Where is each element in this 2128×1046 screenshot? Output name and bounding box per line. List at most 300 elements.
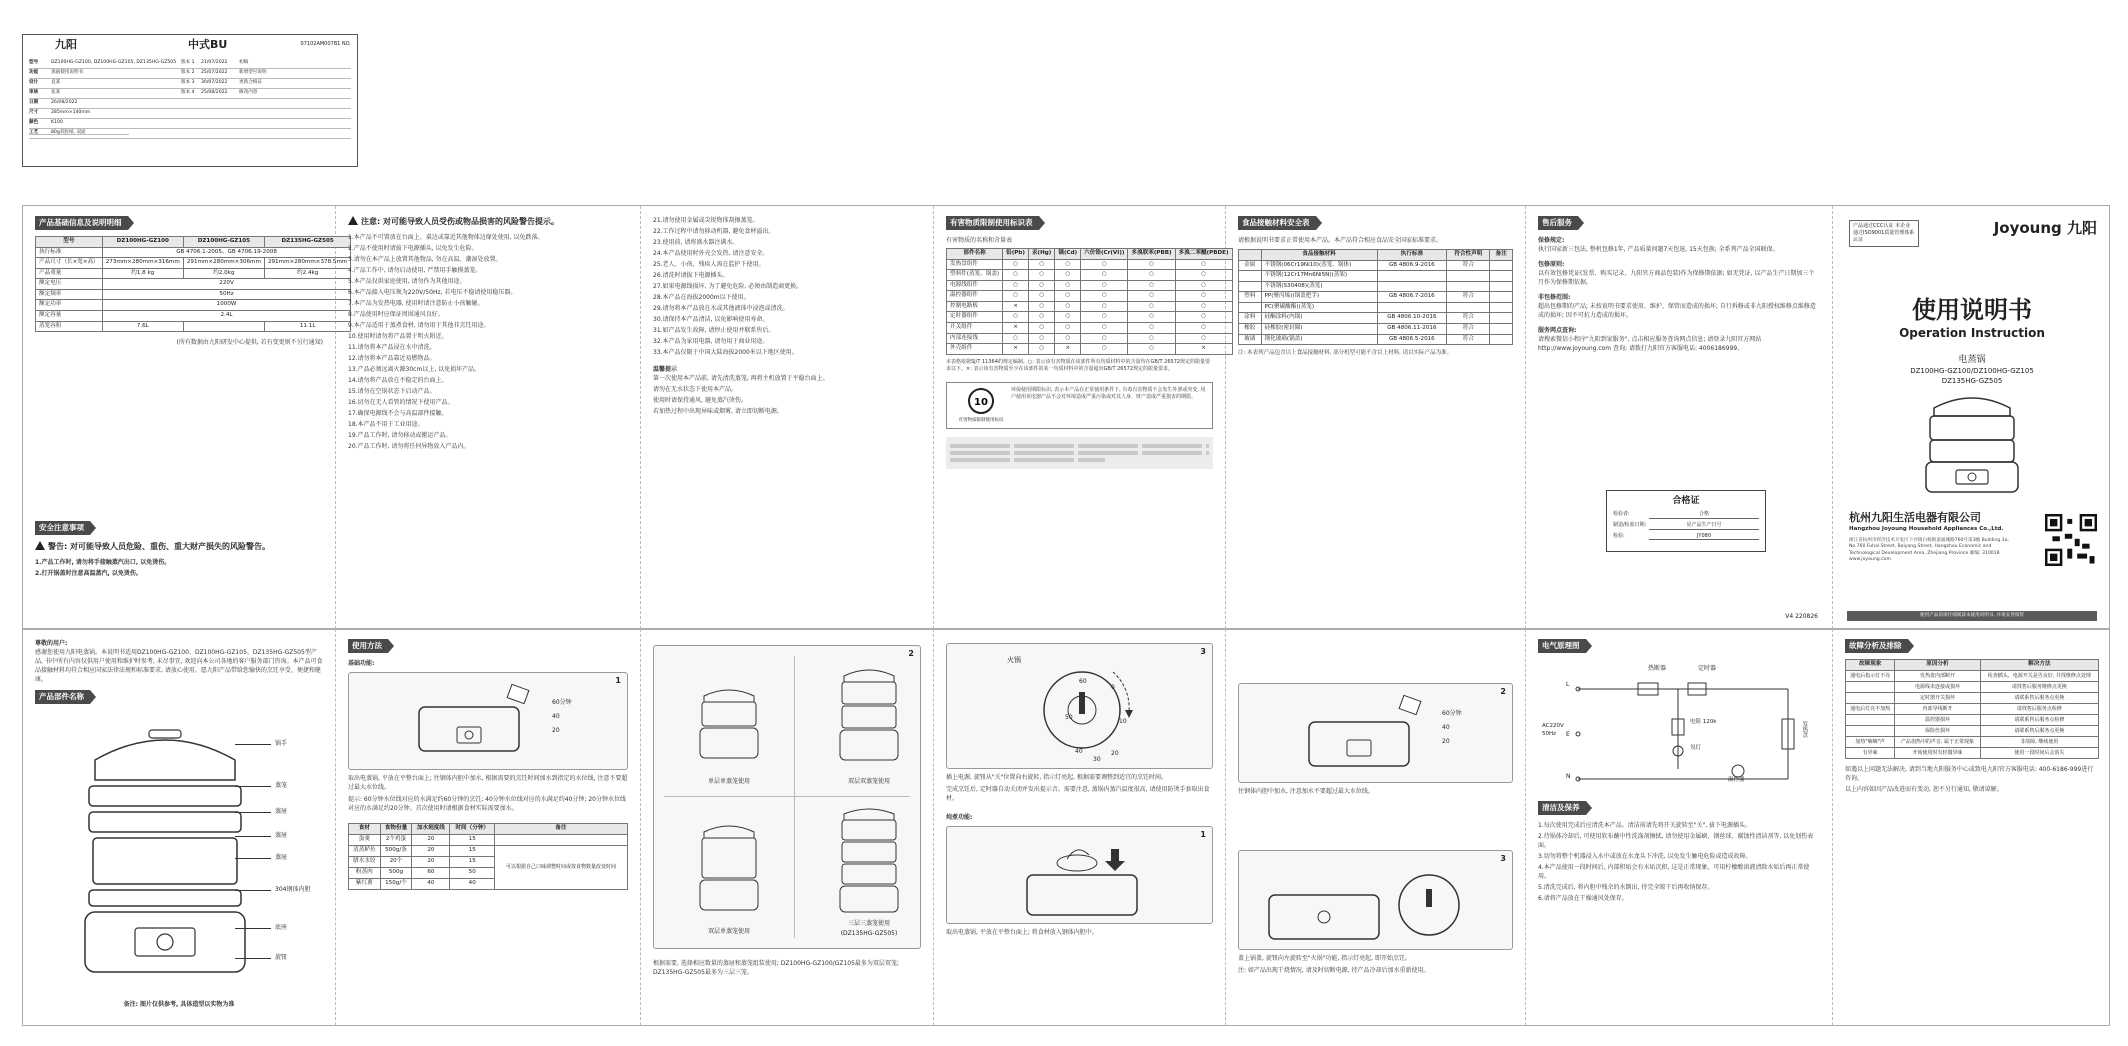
info-cell-k: 设计 [29,80,39,86]
spec-cell: 额定功率 [36,300,103,311]
table-row [36,258,351,269]
leader-line [235,858,271,859]
table-row [1239,313,1513,324]
hazard-cell: × [1003,301,1029,312]
service-item-heading: 非包修范围: [1538,294,1571,302]
service-item-heading: 服务网点查询: [1538,327,1577,335]
service-panel [1526,206,1833,629]
usage-cell: 15 [450,846,495,857]
circuit-svg [1538,659,1818,789]
env-logo-wrap [951,387,1011,425]
service-item [1538,293,1820,320]
care-list [1538,821,1820,903]
usage-cell: 20 [412,857,450,868]
info-cell-v: 80g双胶纸, 双面 [51,130,86,136]
food-header: 符合性声明 [1447,250,1490,261]
trouble-cell [1846,726,1895,737]
elec-title: 电气原理图 [1538,639,1586,653]
usage-cell: 紫红薯 [349,879,381,890]
info-cell-v: 张某 [51,90,61,96]
safety-title: 安全注意事项 [35,521,90,535]
hazard-cell: 开关组件 [947,322,1003,333]
usage-header: 时间（分钟） [450,824,495,835]
hazard-cell: × [1003,344,1029,355]
double-single-illustration [694,816,764,916]
food-cell [1490,292,1513,303]
knob-tick: 30 [1093,756,1101,763]
water-fill-illustration-2 [1289,696,1429,772]
hazard-cell: ○ [1003,270,1029,281]
hazard-cell: ○ [1175,291,1232,302]
stew-knob-illustration [1269,865,1469,945]
spec-cell: 291mm×280mm×306mm [183,258,264,269]
knob-tick: 40 [1075,748,1083,755]
product-name: 电蒸锅 [1958,355,1986,365]
trouble-header: 解决方法 [1980,660,2098,671]
leader-line [235,890,271,891]
hazard-cell: ○ [1055,333,1081,344]
hazard-header: 汞(Hg) [1028,249,1054,260]
note-item: 32.本产品为家用电器, 请勿用于商业用途。 [653,338,769,345]
hazard-cell: ○ [1028,322,1054,333]
stew-step3-figure [1238,850,1513,950]
note-item: 26.清洗时请拔下电源插头。 [653,272,729,279]
cert-box [1606,490,1766,552]
spec-cell: 额定容量 [36,310,103,321]
hazard-cell: ○ [1028,259,1054,270]
step-number: 1 [1200,830,1206,839]
hazard-cell: ○ [1081,291,1128,302]
label-E: E [1566,731,1570,739]
cert-note: 产品通过CCC认证 本企业通过ISO9001质量管理体系认证 [1849,220,1919,247]
table-row [1239,281,1513,292]
single-layer-illustration [694,666,764,766]
info-cell-k: 工艺 [29,130,39,136]
spec-title: 产品基础信息及说明明细 [35,216,128,230]
hazard-panel [934,206,1229,629]
service-item-heading: 包修原则: [1538,261,1565,269]
cert-value-3: JY080 [1649,533,1759,541]
trouble-cell [1846,682,1895,693]
water-mark-label: 20 [552,727,560,735]
usage-header: 加水刻度线 [412,824,450,835]
warning-icon [348,216,358,225]
hazard-cell: 发热盘组件 [947,259,1003,270]
note-item: 30.请保持本产品清洁, 以免影响使用寿命。 [653,316,769,323]
spec-cell: 50Hz [102,289,351,300]
stew-illustration [1017,839,1157,919]
table-row [1846,693,2099,704]
knob-tick: 0 [1111,684,1115,691]
info-cell-k: 尺寸 [29,110,39,116]
safety-warning [35,541,323,553]
step-number: 3 [1500,854,1506,863]
food-cell [1239,271,1262,282]
spec-cell: 约1.8 kg [102,268,183,279]
trouble-cell: 有异味 [1846,748,1895,759]
hazard-cell: ○ [1175,270,1232,281]
tip-item: 若加热过程中出现异味或烟雾, 请立即切断电源。 [653,408,783,415]
manual-title-cn: 使用说明书 [1912,296,2032,324]
usage-sub: 基础功能: [348,660,375,668]
hazard-cell: ○ [1175,333,1232,344]
table-row [947,333,1233,344]
hazard-subtitle: 有害物质的名称和含量表 [946,237,1013,245]
note-item: 4.产品工作中, 请勿启动使用, 严禁用手触摸蒸笼。 [348,266,482,274]
cert-label-2: 制造/检验日期: [1613,521,1647,528]
usage-header: 食材 [349,824,381,835]
usage-cell: 20个 [380,857,412,868]
env-label: 有害物质限制使用标识 [958,418,1004,424]
hazard-cell: ○ [1081,344,1128,355]
food-cell [1239,302,1262,313]
table-row [1239,271,1513,282]
signature-area [29,134,129,158]
hazard-header: 铅(Pb) [1003,249,1029,260]
spec-cell: 约2.0kg [183,268,264,279]
trouble-cell [1846,715,1895,726]
trouble-cell: 非故障, 继续使用 [1980,737,2098,748]
table-row [1846,682,2099,693]
usage-cell: 500g/条 [380,846,412,857]
trouble-cell: 请联系售后服务点更换 [1980,693,2098,704]
safety-item: 1.产品工作时, 请勿将手接触蒸汽出口, 以免烫伤。 [35,558,171,566]
note-item: 16.切勿在无人看管的情况下使用产品。 [348,398,454,406]
spec-cell: 产品重量 [36,268,103,279]
usage-cell: 清蒸鲈鱼 [349,846,381,857]
service-item [1538,236,1820,254]
usage-cell: 40 [412,879,450,890]
hazard-header: 镉(Cd) [1055,249,1081,260]
recycle-10-icon [967,387,995,415]
stew-text: 取出电蒸锅, 平放在平整台面上; 将食材放入钢体内胆中。 [946,929,1098,936]
label-thermostat: 温控器 [1728,777,1745,784]
hazard-cell: ○ [1003,291,1029,302]
hazard-cell: ○ [1055,270,1081,281]
top-strip [22,205,2110,630]
trouble-note: 以上内容如因产品改进而有变动, 恕不另行通知, 敬请谅解。 [1845,786,2003,794]
service-item-text: 以有效包修凭证(发票、购买记录、九阳官方商品包装)作为保修期依据; 如无凭证, 以产品生产日期加三个月作为保修期依据。 [1538,270,1815,287]
info-row [29,119,351,129]
usage-step1-figure [348,672,628,770]
food-cell [1377,281,1447,292]
info-cell-v: 袁某 [51,80,61,86]
table-row [36,310,351,321]
note-item: 27.如果电源线损坏, 为了避免危险, 必须由制造商更换。 [653,283,803,290]
leader-line [235,836,271,837]
hazard-cell: ○ [1175,312,1232,323]
spec-cell: 约2.4kg [264,268,350,279]
trouble-cell: 检查插头、电源开关是否良好, 并找维修点处理 [1980,671,2098,682]
caption-4b: (DZ135HG-GZ505) [840,930,898,937]
trouble-cell: 开始使用时有轻微异味 [1895,748,1980,759]
leader-line [235,958,271,959]
info-cell-d: 25/08/2022 [201,90,228,96]
hazard-cell: ○ [1055,291,1081,302]
info-row [29,99,351,109]
hazard-header: 六价铬(Cr(VI)) [1081,249,1128,260]
tips-title: 温馨提示 [653,366,678,373]
water-mark-label: 60分钟 [1442,710,1462,717]
water-marks-2 [1439,710,1462,752]
usage-cell: 20 [412,846,450,857]
knob-tick: 60 [1079,678,1087,685]
spec-cell: 额定频率 [36,289,103,300]
hazard-cell: ○ [1128,270,1175,281]
spec-cell [183,321,264,332]
cert-value-2: 见产品生产日号 [1649,522,1759,530]
food-cell: GB 4806.5-2016 [1377,334,1447,345]
table-row [36,268,351,279]
trouble-cell: 内部导线断开 [1895,704,1980,715]
spec-header: DZ135HG-GZ505 [264,237,350,248]
table-row [947,322,1233,333]
table-row [1846,748,2099,759]
divider-h [664,796,910,797]
note-item: 13.产品必须远离火源30cm以上, 以免损坏产品。 [348,365,481,373]
hazard-cell: ○ [1175,301,1232,312]
service-item-heading: 保修规定: [1538,237,1565,245]
water-mark-label: 40 [552,713,560,721]
trouble-cell: 电源线未连接或损坏 [1895,682,1980,693]
food-cell: 符合 [1447,260,1490,271]
table-row [1239,260,1513,271]
steamer-parts-illustration [75,720,255,990]
timer-text-2: 完成烹饪后, 定时器自动关闭并发出提示音。需要注意, 蒸锅内蒸汽温度很高, 请使用防烫手套取出食材。 [946,786,1210,802]
spec-cell: 额定电压 [36,279,103,290]
table-row [1846,726,2099,737]
trouble-title: 故障分析及排除 [1845,639,1908,653]
trouble-cell: 请联系售后服务点检修 [1980,715,2098,726]
model-list-2: DZ135HG-GZ505 [1941,377,2003,385]
trouble-panel [1833,629,2111,1025]
spec-cell: 11.1L [264,321,350,332]
table-row [1846,737,2099,748]
label-L: L [1566,681,1570,689]
trouble-cell: 产品加热中的声音, 属于正常现象 [1895,737,1980,748]
spec-cell: 291mm×280mm×378.5mm [264,258,350,269]
info-row [29,109,351,119]
trouble-cell: 请找售后服务维修点更换 [1980,682,2098,693]
note-item: 22.工作过程中请勿移动机器, 避免食材溢出。 [653,228,775,235]
info-cell-v: 285mm×140mm [51,110,91,116]
info-cell-n: 初稿 [239,60,249,66]
assembly-figure [653,645,921,949]
table-row [36,300,351,311]
spec-cell: 1000W [102,300,351,311]
hazard-cell: 外壳组件 [947,344,1003,355]
food-cell: GB 4806.7-2016 [1377,292,1447,303]
label-N: N [1566,773,1571,781]
care-item: 3.切勿将整个机器浸入水中或放在水龙头下冲洗, 以免发生触电危险或造成故障。 [1538,853,1752,861]
food-cell [1490,281,1513,292]
hazard-cell: ○ [1128,259,1175,270]
service-item-text: 超出包修期的产品; 未按说明书要求使用、维护、保管而造成的损坏; 自行拆修或非九阳授权维修点维修造成的损坏; 因不可抗力造成的损坏。 [1538,303,1816,320]
spec-cell: 产品尺寸（长×宽×高） [36,258,103,269]
hazard-header: 多溴二苯醚(PBDE) [1175,249,1232,260]
notes-title [348,216,628,228]
circuit-diagram [1538,659,1820,789]
hazard-cell: ○ [1128,322,1175,333]
food-cell: GB 4806.9-2016 [1377,260,1447,271]
info-cell-k2: 版本 3 [181,80,195,86]
note-item: 28.本产品在海拔2000m以下使用。 [653,294,750,301]
intro-body: 感谢您使用九阳电蒸锅。本说明书适用DZ100HG-GZ100、DZ100HG-GZ105、DZ135HG-GZ505型产品, 书中所有内容仅供用户使用和维护时参考, 未尽事宜, 欢迎向本公司各地的客户服务部门咨询。本产品可食品接触材料均符合相应国家法律法规和标准要求, 请放心使用。愿九阳产品带给您愉快的烹饪享受、便捷和健康。 [35,649,323,683]
note-item: 14.请勿将产品放在不稳定的台面上。 [348,376,448,384]
note-item: 24.本产品使用时外壳会发热, 请注意安全。 [653,250,769,257]
food-cell [1447,271,1490,282]
hazard-header: 多溴联苯(PBB) [1128,249,1175,260]
hazard-cell: ○ [1028,270,1054,281]
info-cell-k2: 版本 2 [181,70,195,76]
cert-value-1: 合格 [1649,511,1759,519]
hazard-cell: ○ [1028,333,1054,344]
table-row [947,280,1233,291]
table-row [36,279,351,290]
usage-cell [495,835,628,846]
info-cell-k: 日期 [29,100,39,106]
brand-label: 九阳 [55,38,77,51]
env-text: 环保使用期限标识, 表示本产品在正常使用条件下, 有毒有害物质不会发生外泄或突变, 用户使用该电器产品不会对环境造成严重污染或对其人身、财产造成严重损害的期限。 [1011,386,1206,401]
safety-item: 2.打开锅盖时注意高温蒸汽, 以免烫伤。 [35,569,142,577]
info-cell-k: 型号 [29,60,39,66]
table-row [947,259,1233,270]
stew-sub: 炖煮功能: [946,814,973,821]
hazard-cell: ○ [1028,344,1054,355]
hazard-note: 本表格依据SJ/T 11364的规定编制。○: 表示该有害物质在该部件所有均质材料中的含量均在GB/T 26572规定的限量要求以下。×: 表示该有害物质至少在该部件的某一均质材料中的含量超出GB/T 26572规定的限量要求。 [946,358,1211,373]
hazard-cell: ○ [1128,344,1175,355]
usage-text-2: 提示: 60分钟水位线对应的水满足约60分钟的烹饪; 40分钟水位线对应的水满足约40分钟; 20分钟水位线对应的水满足约20分钟。首次使用时请根据食材实际需要加水。 [348,796,626,813]
info-cell-v: 26/08/2022 [51,100,78,106]
trouble-cell [1846,693,1895,704]
trouble-cell: 使用一段时间后会消失 [1980,748,2098,759]
part-label: 蒸屉 [275,854,288,862]
food-cell: 塑料 [1239,292,1262,303]
hazard-cell: ○ [1003,333,1029,344]
cover-panel [1833,206,2111,629]
water-mark-label: 20 [1442,738,1450,746]
company-address: 浙江省杭州市经济技术开发区下沙镇白杨街道福城路760号第3幢 Building 3a, No.760 Fuhai Street, Baiyang Street, Hangzhou Economic and Technological Development Area, Zhejiang Province 邮编: 310018 www.joyoung.com [1849,538,2009,563]
info-cell-k: 功能 [29,70,39,76]
leader-line [235,744,271,745]
spec-header: DZ100HG-GZ105 [183,237,264,248]
timer-figure [946,643,1213,769]
doc-code: 07102AM007B1 NO. [300,41,351,47]
tip-item: 使用时请保持通风, 避免蒸汽烫伤。 [653,397,747,404]
food-intro: 请根据说明书要求正常使用本产品。本产品符合相应食品安全国家标准要求。 [1238,237,1443,245]
joyoung-logo: Joyoung 九阳 [1993,219,2097,237]
safety-items [35,558,323,578]
hazard-cell: × [1003,322,1029,333]
spec-cell: 7.6L [102,321,183,332]
usage-cell: 蛋羹 [349,835,381,846]
hazard-cell: 温控器组件 [947,291,1003,302]
food-cell [1490,260,1513,271]
food-cell: 玻璃 [1239,334,1262,345]
hazard-cell: ○ [1055,312,1081,323]
spec-cell: 220V [102,279,351,290]
usage-cell: 粉蒸肉 [349,868,381,879]
hazard-header: 部件名称 [947,249,1003,260]
hazard-cell: ○ [1081,280,1128,291]
trouble-cell: 请找售后服务点检修 [1980,704,2098,715]
hazard-cell: ○ [1055,259,1081,270]
spec-cell: 273mm×280mm×316mm [102,258,183,269]
food-table [1238,249,1513,345]
cert-label-3: 检验: [1613,532,1625,539]
spec-cell: 蒸笼容积 [36,321,103,332]
label-heater: 发热盘 [1801,721,1808,738]
table-row [1846,715,2099,726]
company-name: 杭州九阳生活电器有限公司 [1849,511,1981,524]
cert-title: 合格证 [1672,496,1700,506]
trouble-cell: 保险丝损坏 [1895,726,1980,737]
food-cell [1377,302,1447,313]
spec-header: 型号 [36,237,103,248]
note-item: 2.产品不使用时请拔下电源插头, 以免发生危险。 [348,244,478,252]
part-label: 304钢体内胆 [275,886,311,894]
stew-step2-figure [1238,683,1513,783]
water-mark-label: 60分钟 [552,699,572,707]
food-cell: 硅橡胶(密封圈) [1261,323,1377,334]
table-row [1239,334,1513,345]
triple-layer-illustration [834,802,904,916]
care-item: 5.清洗完成后, 将内胆中残余的水倒出, 待完全晾干后再收纳保存。 [1538,884,1714,892]
food-note: 注: 本表列产品包含以上食品接触材料, 部分机型可能不含以上材料, 请以实际产品为准。 [1238,350,1453,357]
trouble-cell: 请联系售后服务点更换 [1980,726,2098,737]
stew-panel [1226,629,1526,1025]
hazard-cell: ○ [1175,259,1232,270]
cert-label-1: 检验者: [1613,511,1630,518]
note-item: 20.产品工作时, 请勿将任何异物放入产品内。 [348,442,470,450]
table-row [349,835,628,846]
usage-table [348,823,628,890]
info-row [29,89,351,99]
spec-cell: 执行标准 [36,247,103,258]
food-cell [1447,302,1490,313]
hazard-cell: × [1175,344,1232,355]
info-cell-k: 颜色 [29,120,39,126]
usage-header: 备注 [495,824,628,835]
manual-title-en: Operation Instruction [1899,326,2045,340]
step-number: 2 [908,649,914,658]
food-header: 执行标准 [1377,250,1447,261]
caption-4: 三层三蒸笼使用 [847,920,890,927]
part-label: 蒸笼 [275,782,288,790]
hazard-cell: 电源线组件 [947,280,1003,291]
trouble-table [1845,659,2099,759]
usage-cell: 50 [450,868,495,879]
note-item: 7.本产品为发热电器, 使用时请注意防止小孩触碰。 [348,299,484,307]
hazard-cell: ○ [1175,322,1232,333]
hazard-cell: ○ [1028,312,1054,323]
food-cell: GB 4806.10-2016 [1377,313,1447,324]
table-row [947,344,1233,355]
assembly-text: 根据需要, 选择相应数量的蒸屉和蒸笼组装使用; DZ100HG-GZ100/GZ105最多为双层双笼; DZ135HG-GZ505最多为三层三笼。 [653,960,899,976]
food-cell [1447,281,1490,292]
note-item: 3.请勿在本产品上放置其他物品, 勿在高温、潮湿处放置。 [348,255,502,263]
note-item: 21.请勿使用金属或尖锐物体刮擦蒸笼。 [653,217,759,224]
care-item: 4.本产品使用一段时间后, 内部积垢会有水垢沉积, 这是正常现象。可用柠檬酸溶液清除水垢后再正常使用。 [1538,864,1810,881]
knob-tick: 50 [1065,714,1073,721]
food-cell: 硅酮涂料(内锅) [1261,313,1377,324]
intro-panel [23,629,336,1025]
timer-panel [934,629,1226,1025]
company-name-en: Hangzhou Joyoung Household Appliances Co.,Ltd. [1849,526,2004,532]
food-cell: 橡胶 [1239,323,1262,334]
hazard-cell: ○ [1028,291,1054,302]
care-item: 1.每次使用完成后应清洗本产品。清洁前请先将开关旋转至"关", 拔下电源插头。 [1538,822,1752,830]
